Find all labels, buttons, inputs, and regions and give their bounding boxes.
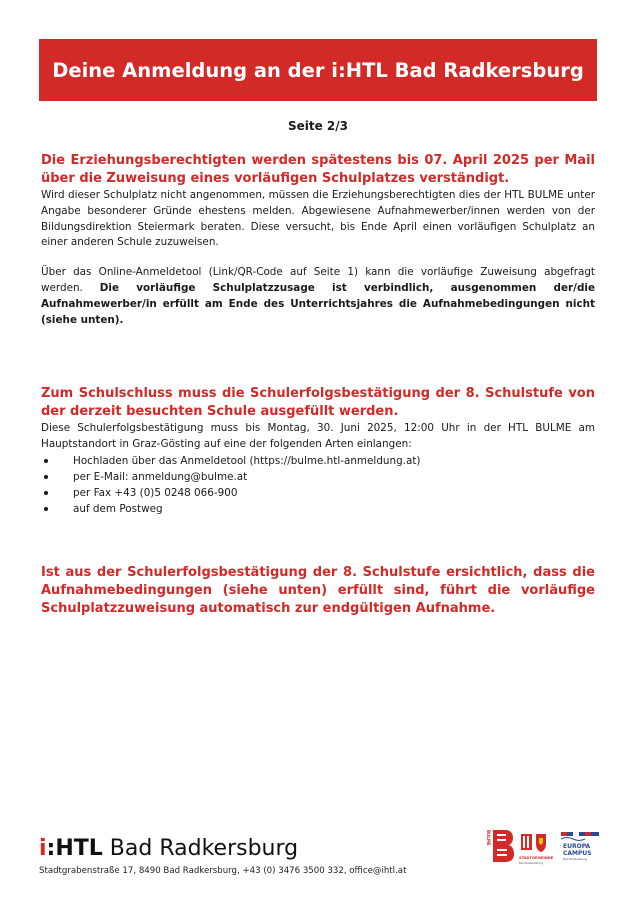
campus-logo-text: CAMPUS (563, 850, 592, 857)
paragraph-bold: Die vorläufige Schulplatzzusage ist verbindlich, ausgenommen der/die Aufnahmewerber/in erfüllt am Ende des Unterrichtsjahres die Aufnahmebedingungen nicht (siehe unten). (41, 281, 595, 326)
bulme-logo-text: BULME (486, 830, 491, 846)
section-heading: Zum Schulschluss muss die Schulerfolgsbestätigung der 8. Schulstufe von der derzeit besuchten Schule ausgefüllt werden. (41, 386, 595, 419)
europa-campus-logo (561, 832, 599, 861)
footer-address: Stadtgrabenstraße 17, 8490 Bad Radkersburg, +43 (0) 3476 3500 332, office@ihtl.at (39, 866, 407, 876)
list-item: per E-Mail: anmeldung@bulme.at (41, 469, 595, 485)
paragraph-plain: Über das Online-Anmeldetool (Link/QR-Code auf Seite 1) kann die vorläufige Zuweisung abgefragt werden. (41, 266, 595, 294)
section-heading: Ist aus der Schulerfolgsbestätigung der 8. Schulstufe ersichtlich, dass die Aufnahmebedingungen (siehe unten) erfüllt sind, führt die vorläufige Schulplatzzuweisung automatisch zur endgültigen Aufnahme. (41, 565, 595, 616)
section-final-admission (41, 564, 595, 618)
bulme-logo (486, 830, 514, 862)
section-school-report (41, 385, 595, 517)
page-number: Seite 2/3 (287, 119, 349, 133)
paragraph (41, 265, 595, 328)
list-item: auf dem Postweg (41, 501, 595, 517)
stadtgemeinde-logo (519, 834, 554, 865)
stadtgemeinde-logo-text: STADTGEMEINDE (519, 856, 554, 860)
europa-campus-subtext: Bad Radkersburg (563, 857, 587, 861)
partner-logos (483, 826, 601, 870)
section-notification (41, 152, 595, 328)
section-heading: Die Erziehungsberechtigten werden spätestens bis 07. April 2025 per Mail über die Zuweisung eines vorläufigen Schulplatzes verständigt. (41, 153, 595, 186)
page-title: Deine Anmeldung an der i:HTL Bad Radkersburg (52, 58, 584, 82)
school-name: Bad Radkersburg (102, 836, 299, 861)
paragraph: Wird dieser Schulplatz nicht angenommen, müssen die Erziehungsberechtigten dies der HTL BULME unter Angabe besonderer Gründe ehestens melden. Abgewiesene Aufnahmewerber/innen werden von der Bildungsdirektion Steiermark beraten. Diese versucht, bis Ende April einen vorläufigen Schulplatz an einer anderen Schule zuzuweisen. (41, 189, 595, 249)
submission-methods-list (41, 453, 595, 518)
stadtgemeinde-logo-subtext: Bad Radkersburg (519, 861, 543, 865)
school-logo: i:HTL Bad Radkersburg (39, 836, 299, 861)
paragraph: Diese Schulerfolgsbestätigung muss bis Montag, 30. Juni 2025, 12:00 Uhr in der HTL BULME am Hauptstandort in Graz-Gösting auf eine der folgenden Arten einlangen: (41, 422, 595, 450)
title-banner (39, 39, 597, 101)
list-item: per Fax +43 (0)5 0248 066-900 (41, 485, 595, 501)
list-item: Hochladen über das Anmeldetool (https://bulme.htl-anmeldung.at) (41, 453, 595, 469)
europa-logo-text: EUROPA (563, 843, 591, 850)
